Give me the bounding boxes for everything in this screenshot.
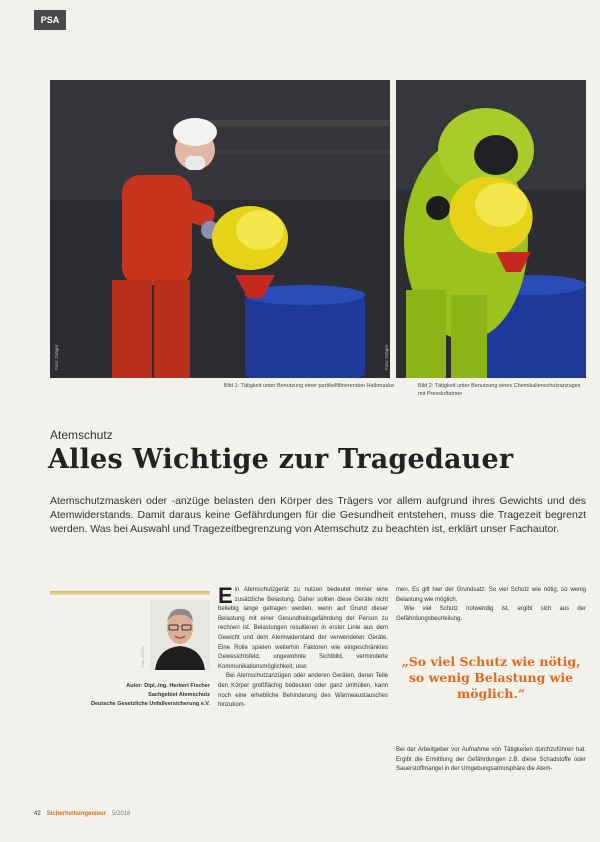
section-tag: PSA [34, 10, 66, 30]
photo-worker-chemical-suit [384, 80, 586, 378]
author-divider [50, 591, 210, 595]
photo-caption: Bild 2: Tätigkeit unter Benutzung eines Chemikalienschutzanzuges mit Pressluftatmer [418, 383, 581, 397]
body-paragraph: Bei Atemschutzanzügen oder anderen Geräten, deren Teile den Körper großflächig bedecken oder ganz umhüllen, kann noch eine erhebliche Behinderung des Wärmeaustausches hinzukom- [218, 673, 388, 709]
article-kicker: Atemschutz [50, 428, 113, 442]
photo-caption: Bild 1: Tätigkeit unter Benutzung einer partikelfiltrierenden Halbmaske [223, 383, 394, 389]
author-photo [150, 600, 210, 670]
body-paragraph: Wie viel Schutz notwendig ist, ergibt sich aus der Gefährdungsbeurteilung. [396, 606, 586, 622]
photo-worker-half-mask [50, 80, 390, 378]
page-footer [34, 811, 130, 817]
body-paragraph: men. Es gilt hier der Grundsatz: So viel Schutz wie nötig, so wenig Belastung wie möglich. [396, 587, 586, 603]
page-number: 42 [34, 811, 41, 817]
article-lead: Atemschutzmasken oder -anzüge belasten den Körper des Trägers vor allem aufgrund ihres Gewichts und des Atemwiderstands. Damit daraus keine Gefährdungen für die Gesundheit entstehen, muss die Tragezeit begrenzt werden. Was bei Auswahl und Tragezeitbegrenzung von Atemschutz zu beachten ist, erklärt unser Fachautor. [50, 495, 586, 535]
pull-quote: „So viel Schutz wie nötig, so wenig Belastung wie möglich.“ [401, 654, 581, 701]
author-name: Autor: Dipl.-Ing. Herbert Fischer [126, 683, 210, 689]
article-headline: Alles Wichtige zur Tragedauer [48, 444, 514, 475]
issue-number: 5/2016 [112, 811, 131, 817]
body-paragraph: Bei der Arbeitgeber vor Aufnahme von Tätigkeiten durchzuführen hat. Ergibt die Ermittlung der Gefährdungen z.B. diese Schadstoffe oder Sauerstoffmangel in der Umgebungsatmosphäre die Atem- [396, 747, 586, 773]
magazine-name: Sicherheitsingenieur [46, 811, 107, 817]
author-photo-credit: Foto: DGUV [140, 646, 145, 668]
author-info [50, 682, 210, 709]
drop-cap: E [218, 583, 233, 608]
body-paragraph: in Atemschutzgerät zu nutzen bedeutet immer eine zusätzliche Belastung. Daher sollten diese Geräte nicht beliebig lange getragen werden, wenn auf Grund dieser Belastung mit einer Gesundheitsgefährdung der Person zu rechnen ist. Belastungen resultieren in erster Linie aus dem Gewicht und dem Atemwiderstand der verwendeten Geräte. Eine Rolle spielen weiterhin Faktoren wie eingeschränktes Gewesichtsfeld, ungewohnte Sichtbild, verminderte Kommunikationsmöglichkeit, usw. [218, 587, 388, 670]
body-column-2 [396, 586, 586, 624]
body-column-2-continued [396, 746, 586, 775]
photo-credit: Foto: Dräger [54, 344, 59, 370]
body-column-1 [218, 583, 388, 711]
author-organization: Deutsche Gesetzliche Unfallversicherung e.V. [90, 701, 210, 707]
photo-credit: Foto: Dräger [384, 344, 389, 370]
author-department: Sachgebiet Atemschutz [148, 692, 210, 698]
